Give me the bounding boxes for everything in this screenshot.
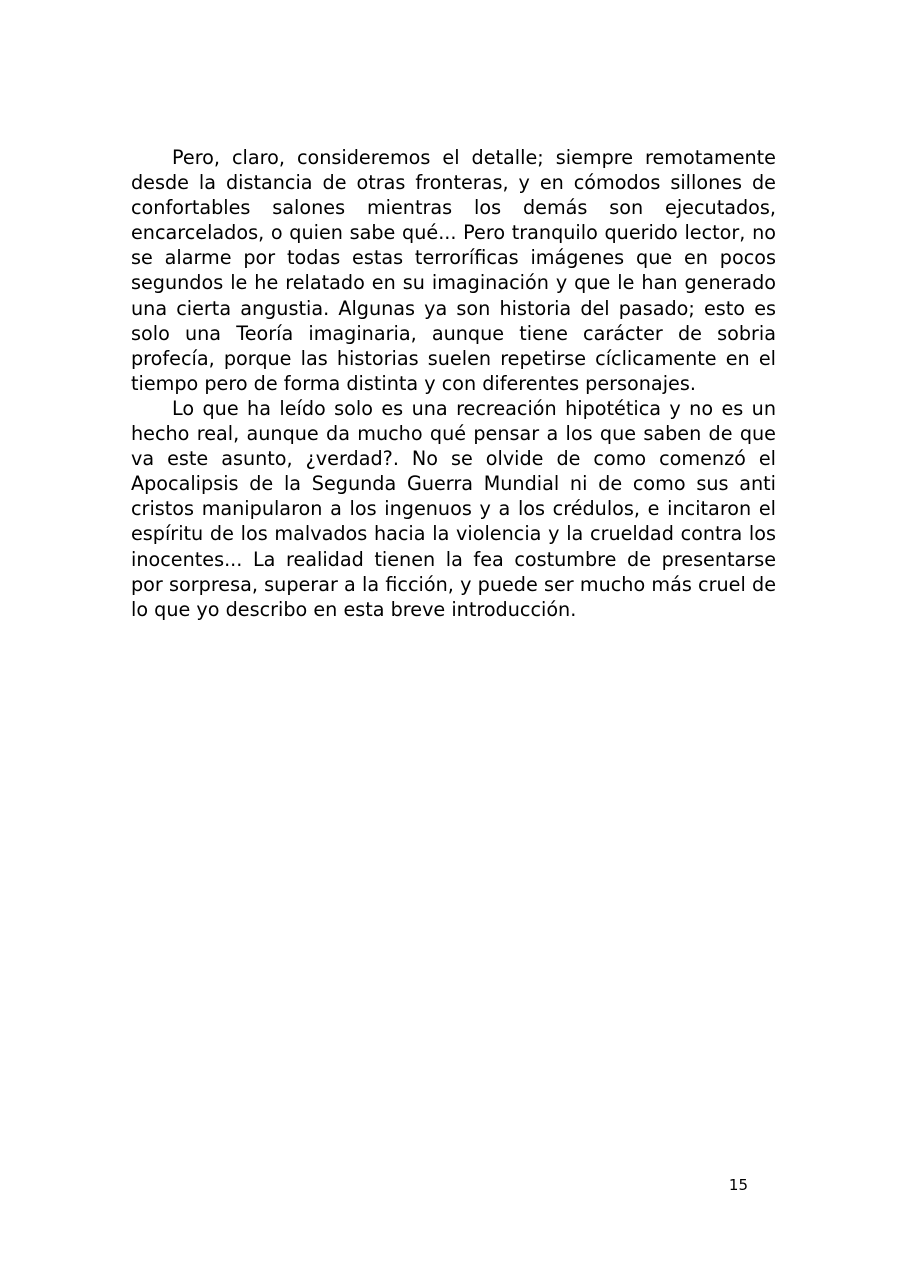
page-number: 15 bbox=[728, 1176, 748, 1194]
paragraph: Pero, claro, consideremos el detalle; siempre remotamente desde la distancia de otras fronteras, y en cómodos sillones de confortables salones mientras los demás son ejecutados, encarcelados, o quien sabe qué... Pero tranquilo querido lector, no se alarme por todas estas terroríficas imágenes que en pocos segundos le he relatado en su imaginación y que le han generado una cierta angustia. Algunas ya son historia del pasado; esto es solo una Teoría imaginaria, aunque tiene carácter de sobria profecía, porque las historias suelen repetirse cíclicamente en el tiempo pero de forma distinta y con diferentes personajes. bbox=[131, 146, 776, 395]
paragraph: Lo que ha leído solo es una recreación hipotética y no es un hecho real, aunque da mucho qué pensar a los que saben de que va este asunto, ¿verdad?. No se olvide de como comenzó el Apocalipsis de la Segunda Guerra Mundial ni de como sus anti cristos manipularon a los ingenuos y a los crédulos, e incitaron el espíritu de los malvados hacia la violencia y la crueldad contra los inocentes... La realidad tienen la fea costumbre de presentarse por sorpresa, superar a la ficción, y puede ser mucho más cruel de lo que yo describo en esta breve introducción. bbox=[131, 396, 776, 621]
body-text bbox=[131, 145, 776, 622]
